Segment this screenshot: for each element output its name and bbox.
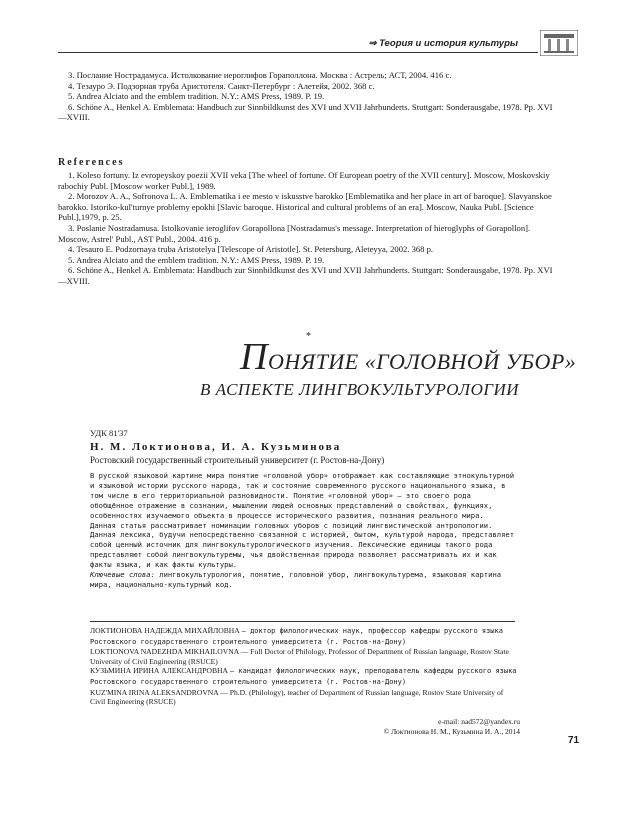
reference-item: 4. Tesauro E. Podzornaya truba Aristotelya [Telescope of Aristotle]. St. Petersburg, Aleteyya, 2002. 368 p.: [68, 244, 434, 255]
title-line1-text: ОНЯТИЕ «ГОЛОВНОЙ УБОР»: [267, 349, 577, 374]
abstract: [90, 471, 515, 590]
reference-item: 4. Тезауро Э. Подзорная труба Аристотеля. Санкт-Петербург : Алетейя, 2002. 368 с.: [68, 80, 375, 91]
section-label: Теория и история культуры: [379, 38, 518, 49]
bio-entry: [90, 626, 520, 647]
article-authors: Н. М. Локтионова, И. А. Кузьминова: [90, 441, 342, 453]
reference-item: 5. Andrea Alciato and the emblem tradition. N.Y.: AMS Press, 1989. P. 19.: [68, 254, 325, 265]
author-email: e-mail: nad572@yandex.ru: [438, 717, 520, 726]
author-affiliation: Ростовский государственный строительный университет (г. Ростов-на-Дону): [90, 455, 385, 465]
title-initial: П: [240, 336, 268, 378]
copyright: © Локтионова Н. М., Кузьмина И. А., 2014: [383, 727, 520, 736]
bio-entry: [90, 647, 520, 666]
udk-code: УДК 81'37: [90, 428, 128, 438]
references-heading: References: [58, 157, 125, 168]
ru-reference-list: [58, 70, 553, 123]
abstract-paragraph: В русской языковой картине мира понятие «головной убор» отображает как составляющие этнокультурной и языковой истории русского народа, так и состояние современного русского национального языка, в том числе в его территориальной разновидности. Понятие «головной убор» — это своего рода обобщённое отражение в сознании, мышлении людей основных представлений о свойствах, функциях, особенностях изучаемого объекта в процессе исторического развития, познания реального мира.: [90, 471, 515, 520]
author-bios: [90, 626, 520, 707]
header-rule: [58, 52, 538, 53]
bio-name: ЛОКТИОНОВА НАДЕЖДА МИХАЙЛОВНА: [90, 626, 240, 635]
article-title-line1: [240, 338, 576, 376]
section-separator: *: [306, 331, 311, 342]
reference-item: 6. Schöne A., Henkel A. Emblemata: Handbuch zur Sinnbildkunst des XVI und XVII Jahrhunderts. Stuttgart: Sonderausgabe, 1978. Pp. XVI—XVIII.: [58, 265, 553, 286]
abstract-paragraph: Данная статья рассматривает номинации головных уборов с позиций лингвистической антропологии. Данная лексика, будучи непосредственно связанной с историей, бытом, культурой народа, представляет собой ценный источник для лингвокультурологического изучения. Лексические единицы такого рода представляют собой лингвокультуремы, чья двойственная природа позволяет рассматривать их и как факты языка, и как факты культуры.: [90, 520, 515, 570]
article-title-line2: В АСПЕКТЕ ЛИНГВОКУЛЬТУРОЛОГИИ: [200, 380, 520, 399]
bio-text: — доктор филологических наук, профессор кафедры русского языка Ростовского государственного строительного университета (г. Ростов-на-Дону): [90, 627, 503, 646]
reference-item: 6. Schöne A., Henkel A. Emblemata: Handbuch zur Sinnbildkunst des XVI und XVII Jahrhunderts. Stuttgart: Sonderausgabe, 1978. Pp. XVI—XVIII.: [58, 101, 553, 123]
bio-text: — кандидат филологических наук, преподаватель кафедры русского языка Ростовского государственного строительного университета (г. Ростов-на-Дону): [90, 667, 517, 686]
keywords-text: лингвокультурология, понятие, головной убор, лингвокультурема, языковая картина мира, национально-культурный код.: [90, 570, 502, 589]
bio-separator: [90, 621, 515, 622]
reference-item: 3. Poslanie Nostradamusa. Istolkovanie ieroglifov Gorapollona [Nostradamus's message. Interpretation of hieroglyphs of Gorapollon]. Moscow, Astrel' Publ., AST Publ., 2004. 416 p.: [58, 222, 531, 244]
bio-entry: [90, 666, 520, 687]
en-reference-list: [58, 170, 553, 287]
section-title: [368, 38, 518, 49]
reference-item: 2. Morozov A. A., Sofronova L. A. Emblematika i ee mesto v iskusstve barokko [Emblematika and her place in art of baroque]. Slavyanskoe barokko. Istoriko-kul'turnye problemy epokhi [Slavic baroque. Historical and cultural problems of an era]. Moscow, Nauka Publ. [Science Publ.],1979, p. 25.: [58, 191, 552, 223]
bio-entry: [90, 688, 520, 707]
page-number: 71: [568, 735, 580, 746]
bio-text: — Ph.D. (Philology), teacher of Department of Russian language, Rostov State University of Civil Engineering (RSUCE): [90, 687, 504, 707]
reference-item: 3. Послание Нострадамуса. Истолкование иероглифов Гораполлона. Москва : Астрель; АСТ, 2004. 416 с.: [68, 70, 452, 80]
bio-name: LOKTIONOVA NADEZHDA MIKHAILOVNA: [90, 647, 239, 657]
bio-name: КУЗЬМИНА ИРИНА АЛЕКСАНДРОВНА: [90, 666, 229, 676]
reference-item: 1. Koleso fortuny. Iz evropeyskoy poezii XVII veka [The wheel of fortune. Of European poetry of the XVII century]. Moscow, Moskovskiy rabochiy Publ. [Moscow worker Publ.], 1989.: [58, 170, 550, 191]
arrow-icon: ⇒: [368, 38, 377, 49]
keywords-label: Ключевые слова:: [90, 570, 155, 580]
running-header: [58, 34, 538, 54]
keywords: [90, 570, 515, 590]
column-logo-icon: [540, 30, 578, 56]
bio-text: — Full Doctor of Philology, Professor of Department of Russian language, Rostov State University of Civil Engineering (RSUCE): [90, 647, 509, 666]
bio-name: KUZ'MINA IRINA ALEKSANDROVNA: [90, 687, 219, 697]
reference-item: 5. Andrea Alciato and the emblem tradition. N.Y.: AMS Press, 1989. P. 19.: [68, 91, 325, 102]
